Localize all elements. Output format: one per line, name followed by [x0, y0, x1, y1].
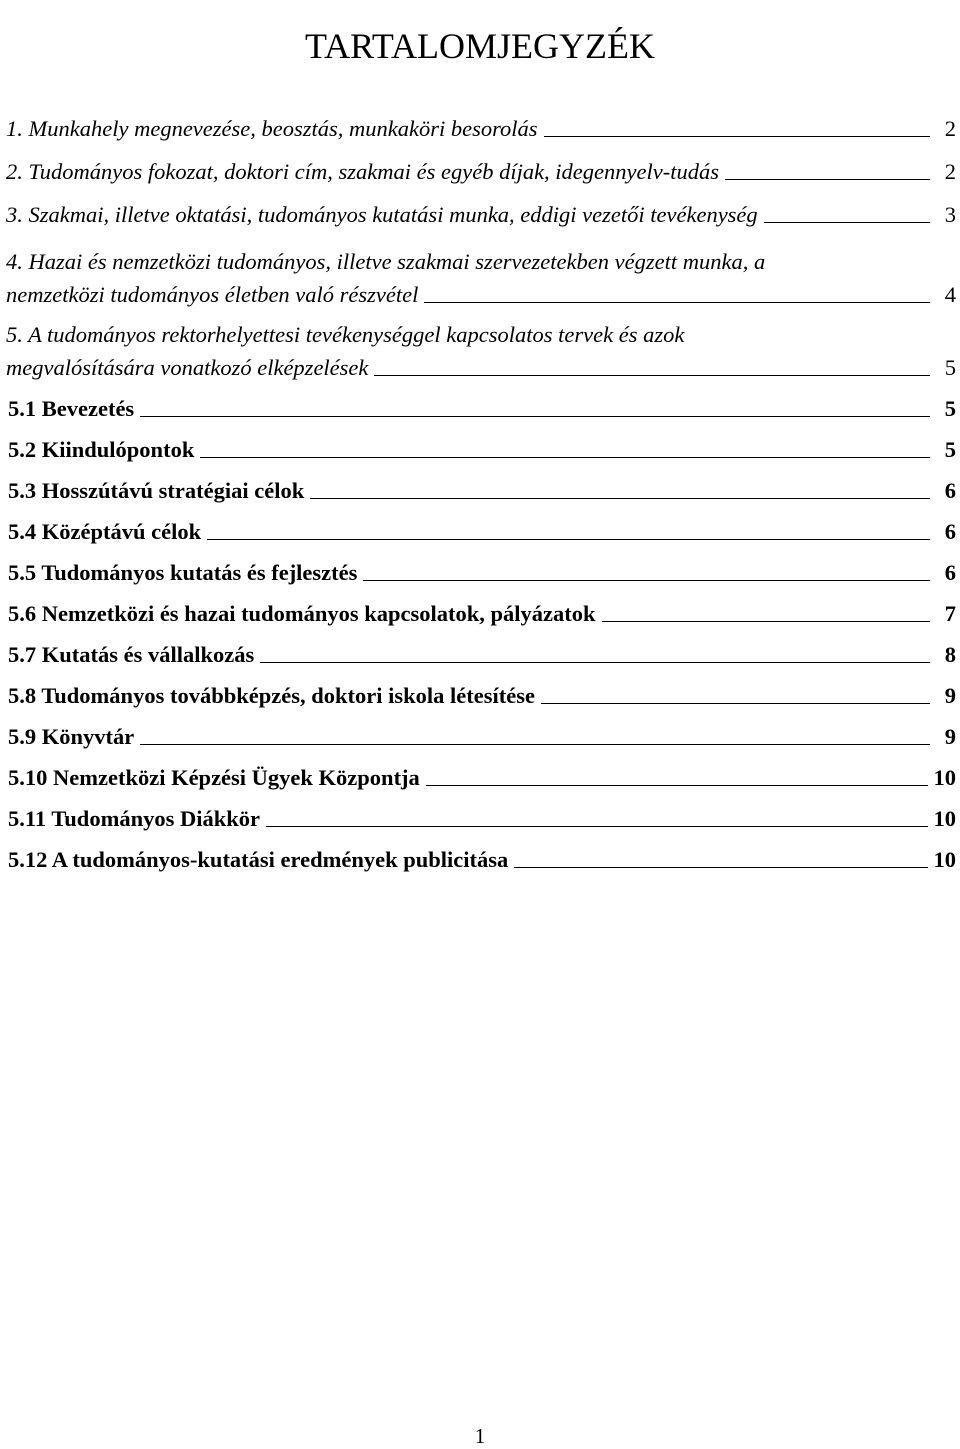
toc-subentry-5-4 [8, 515, 960, 548]
toc-subentry-5-5 [8, 556, 960, 589]
toc-subentry-5-6 [8, 597, 960, 630]
toc-page-number: 2 [936, 112, 960, 145]
toc-page-number: 9 [936, 679, 960, 712]
toc-subentry-text: 5.12 A tudományos-kutatási eredmények publicitása [8, 843, 508, 876]
toc-page-number: 6 [936, 556, 960, 589]
toc-entry-text: nemzetközi tudományos életben való részvétel [6, 278, 418, 311]
toc-leader-line [363, 556, 930, 581]
toc-leader-line [541, 679, 930, 704]
toc-leader-line [140, 392, 930, 417]
toc-subentry-text: 5.2 Kiindulópontok [8, 433, 194, 466]
toc-page-number: 5 [936, 392, 960, 425]
toc-leader-line [266, 802, 928, 827]
toc-page-number: 6 [936, 474, 960, 507]
toc-subentry-text: 5.5 Tudományos kutatás és fejlesztés [8, 556, 357, 589]
toc-leader-line [426, 761, 928, 786]
toc-leader-line [260, 638, 930, 663]
toc-subentry-text: 5.7 Kutatás és vállalkozás [8, 638, 254, 671]
toc-page-number: 3 [936, 198, 960, 231]
toc-leader-line [140, 720, 930, 745]
toc-subentry-5-11 [8, 802, 960, 835]
toc-page-number: 6 [936, 515, 960, 548]
toc-subentry-5-1 [8, 392, 960, 425]
toc-page-number: 7 [936, 597, 960, 630]
toc-subentry-text: 5.1 Bevezetés [8, 392, 134, 425]
toc-page-number: 5 [936, 351, 960, 384]
toc-subentry-5-2 [8, 433, 960, 466]
toc-entry-3 [6, 198, 960, 231]
toc-subentry-text: 5.9 Könyvtár [8, 720, 134, 753]
toc-entry-text-line1: 4. Hazai és nemzetközi tudományos, illetve szakmai szervezetekben végzett munka, a [6, 245, 960, 278]
toc-leader-line [310, 474, 930, 499]
toc-leader-line [200, 433, 930, 458]
toc-subentry-text: 5.4 Középtávú célok [8, 515, 201, 548]
toc-entry-2 [6, 155, 960, 188]
toc-page-number: 4 [936, 278, 960, 311]
toc-page-number: 5 [936, 433, 960, 466]
toc-subentry-5-9 [8, 720, 960, 753]
toc-subentry-5-3 [8, 474, 960, 507]
toc-subentry-text: 5.10 Nemzetközi Képzési Ügyek Központja [8, 761, 420, 794]
toc-page-number: 8 [936, 638, 960, 671]
toc-entry-text-line1: 5. A tudományos rektorhelyettesi tevékenységgel kapcsolatos tervek és azok [6, 318, 960, 351]
toc-entry-text: 3. Szakmai, illetve oktatási, tudományos kutatási munka, eddigi vezetői tevékenység [6, 198, 758, 231]
toc-entry-1 [6, 112, 960, 145]
toc-page-number: 10 [934, 802, 960, 835]
toc-entry-4 [6, 245, 960, 311]
toc-entry-5 [6, 318, 960, 384]
page-number: 1 [0, 1424, 960, 1449]
toc-leader-line [424, 278, 930, 303]
toc-subentry-5-10 [8, 761, 960, 794]
toc-subentry-5-8 [8, 679, 960, 712]
toc-page-number: 10 [934, 761, 960, 794]
toc-subentry-5-7 [8, 638, 960, 671]
toc-leader-line [725, 155, 930, 180]
toc-leader-line [374, 351, 930, 376]
toc-leader-line [764, 198, 930, 223]
toc-leader-line [602, 597, 930, 622]
toc-subentry-5-12 [8, 843, 960, 876]
toc-subentry-text: 5.3 Hosszútávú stratégiai célok [8, 474, 304, 507]
toc-entry-text: 1. Munkahely megnevezése, beosztás, munkaköri besorolás [6, 112, 538, 145]
toc-subentry-text: 5.8 Tudományos továbbképzés, doktori iskola létesítése [8, 679, 535, 712]
toc-page-number: 9 [936, 720, 960, 753]
toc-entry-text: megvalósítására vonatkozó elképzelések [6, 351, 368, 384]
toc-entry-text: 2. Tudományos fokozat, doktori cím, szakmai és egyéb díjak, idegennyelv-tudás [6, 155, 719, 188]
toc-page-number: 2 [936, 155, 960, 188]
page-title: TARTALOMJEGYZÉK [0, 24, 960, 68]
toc-leader-line [207, 515, 930, 540]
toc-leader-line [544, 112, 930, 137]
toc-leader-line [514, 843, 927, 868]
toc-subentry-text: 5.6 Nemzetközi és hazai tudományos kapcsolatok, pályázatok [8, 597, 596, 630]
toc-page-number: 10 [934, 843, 960, 876]
toc-subentry-text: 5.11 Tudományos Diákkör [8, 802, 260, 835]
